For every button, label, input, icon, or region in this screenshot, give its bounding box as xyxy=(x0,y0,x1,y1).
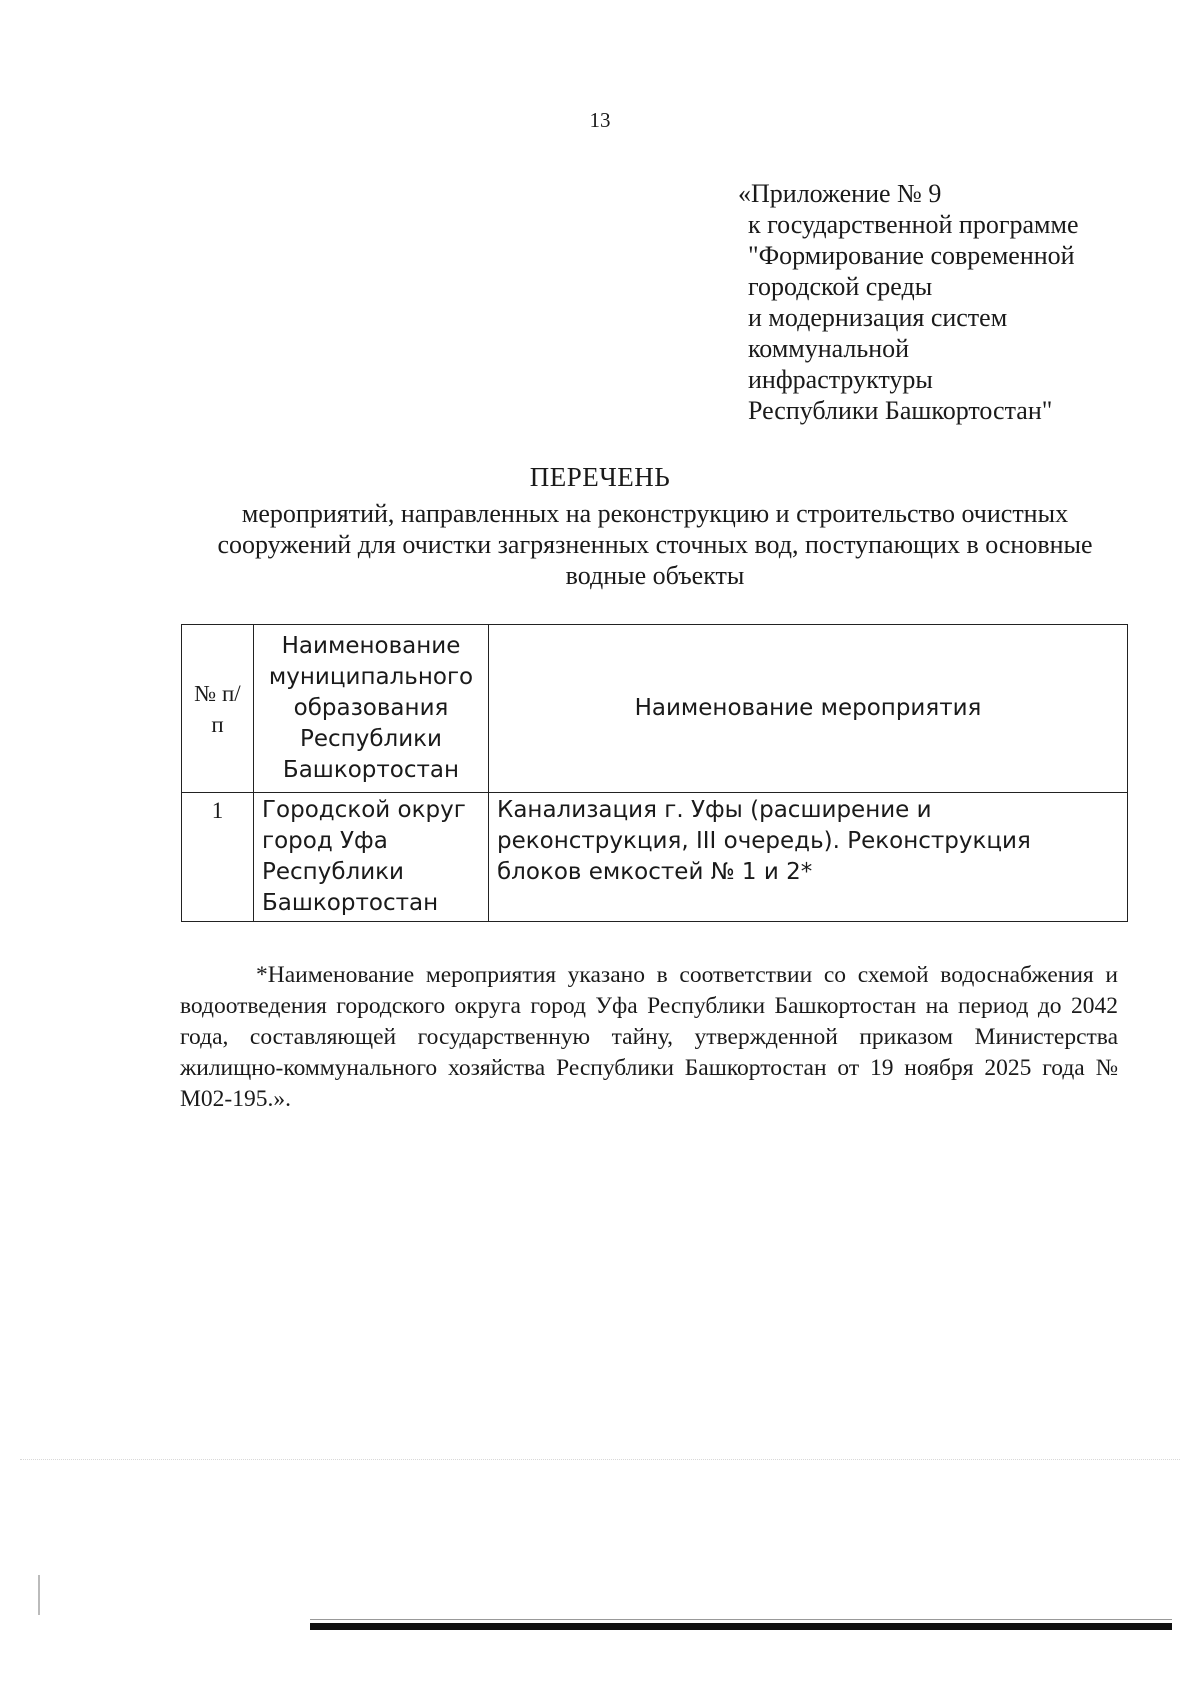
appendix-line: к государственной программе xyxy=(748,210,1079,239)
appendix-line: городской среды xyxy=(748,272,933,301)
scan-artifact-thin-line xyxy=(310,1619,1172,1620)
table-header-row xyxy=(182,625,1128,793)
appendix-line: Республики Башкортостан" xyxy=(748,396,1053,425)
header-number: № п/п xyxy=(182,625,254,793)
footnote: *Наименование мероприятия указано в соответствии со схемой водоснабжения и водоотведения городского округа город Уфа Республики Башкортостан на период до 2042 года, составляющей государственную тайну, утвержденной приказом Министерства жилищно-коммунального хозяйства Республики Башкортостан от 19 ноября 2025 года № М02-195.». xyxy=(180,962,1118,1112)
document-subtitle: мероприятий, направленных на реконструкцию и строительство очистных сооружений для очистки загрязненных сточных вод, поступающих в основные водные объекты xyxy=(217,499,1093,590)
cell-number: 1 xyxy=(182,793,254,922)
table-row xyxy=(182,793,1128,922)
header-event: Наименование мероприятия xyxy=(489,625,1128,793)
scan-artifact-bottom-bar xyxy=(310,1623,1172,1630)
document-title: ПЕРЕЧЕНЬ xyxy=(529,462,671,492)
events-table xyxy=(181,624,1128,922)
header-municipality: Наименование муниципального образования Республики Башкортостан xyxy=(254,625,489,793)
cell-municipality: Городской округ город Уфа Республики Башкортостан xyxy=(254,793,489,922)
cell-event: Канализация г. Уфы (расширение и реконструкция, III очередь). Реконструкция блоков емкостей № 1 и 2* xyxy=(489,793,1128,922)
scan-artifact-edge xyxy=(38,1575,40,1615)
appendix-line: "Формирование современной xyxy=(748,241,1075,270)
scan-artifact-dots xyxy=(20,1459,1180,1460)
appendix-line: коммунальной xyxy=(748,334,910,363)
page-number: 13 xyxy=(589,108,611,132)
appendix-block xyxy=(738,178,1079,426)
appendix-line: «Приложение № 9 xyxy=(738,179,942,208)
appendix-line: инфраструктуры xyxy=(748,365,933,394)
appendix-line: и модернизация систем xyxy=(748,303,1008,332)
